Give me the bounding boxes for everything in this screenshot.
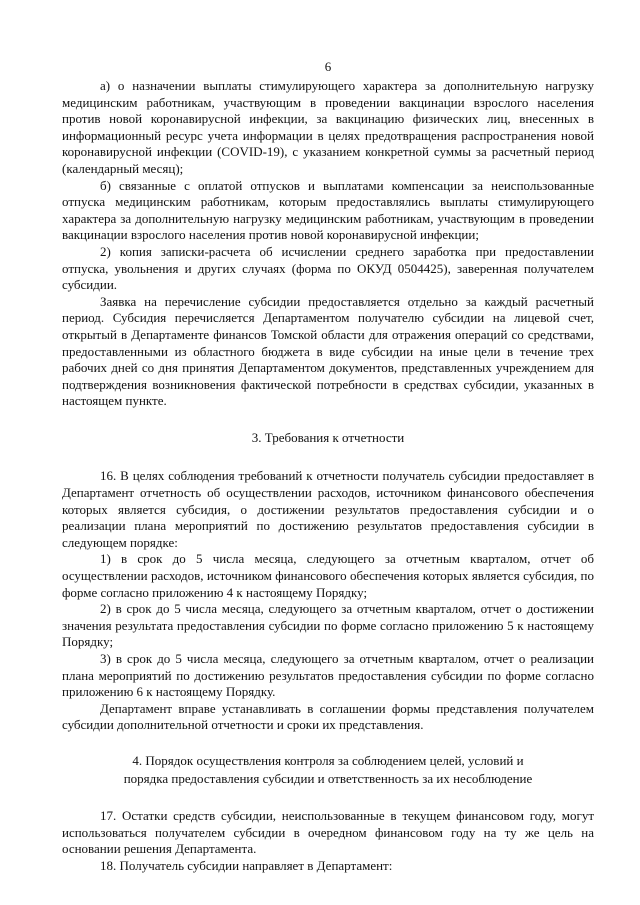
paragraph-a: а) о назначении выплаты стимулирующего характера за дополнительную нагрузку медицинским работникам, участвующим в проведении вакцинации взрослого населения против новой коронавирусной инфекции, за вакцинацию физических лиц, внесенных в информационный ресурс учета информации в целях предотвращения распространения новой коронавирусной инфекции (COVID-19), с указанием конкретной суммы за расчетный период (календарный месяц); xyxy=(62,78,594,176)
paragraph-2: 2) копия записки-расчета об исчислении среднего заработка при предоставлении отпуска, увольнения и других случаях (форма по ОКУД 0504425), заверенная получателем субсидии. xyxy=(62,243,594,293)
paragraph-16-item-2: 2) в срок до 5 числа месяца, следующего за отчетным кварталом, отчет о достижении значения результата предоставления субсидии по форме согласно приложению 5 к настоящему Порядку; xyxy=(62,601,594,650)
page-number: 6 xyxy=(324,59,332,74)
paragraph-16-item-1: 1) в срок до 5 числа месяца, следующего за отчетным кварталом, отчет об осуществлении расходов, источником финансового обеспечения которых является субсидия, по форме согласно приложению 4 к настоящему Порядку; xyxy=(62,551,594,600)
paragraph-department-right: Департамент вправе устанавливать в соглашении формы представления получателем субсидии дополнительной отчетности и сроки их представления. xyxy=(62,700,594,733)
paragraph-18: 18. Получатель субсидии направляет в Департамент: xyxy=(100,857,393,873)
paragraph-16: 16. В целях соблюдения требований к отчетности получатель субсидии предоставляет в Департамент отчетность об осуществлении расходов, источником финансового обеспечения которых является субсидия, о достижении результатов предоставления субсидии и о реализации плана мероприятий по достижению результатов предоставления субсидии в следующем порядке: xyxy=(62,468,594,550)
paragraph-b: б) связанные с оплатой отпусков и выплатами компенсации за неиспользованные отпуска медицинским работникам, которым предоставлялись выплаты стимулирующего характера за дополнительную нагрузку медицинским работникам, участвующим в проведении вакцинации взрослого населения против новой коронавирусной инфекции; xyxy=(62,177,594,243)
section-heading-3: 3. Требования к отчетности xyxy=(251,429,405,445)
section-heading-4-line1: 4. Порядок осуществления контроля за соблюдением целей, условий и xyxy=(132,752,524,768)
paragraph-request: Заявка на перечисление субсидии предоставляется отдельно за каждый расчетный период. Субсидия перечисляется Департаментом получателю субсидии на лицевой счет, открытый в Департаменте финансов Томской области для отражения операций со средствами, предоставленными из областного бюджета в виде субсидии на иные цели в течение трех рабочих дней со дня принятия Департаментом документов, представленных учреждением для подтверждения возникновения фактической потребности в средствах субсидии, указанных в настоящем пункте. xyxy=(62,293,594,409)
paragraph-17: 17. Остатки средств субсидии, неиспользованные в текущем финансовом году, могут использоваться получателем субсидии в очередном финансовом году на ту же цель на основании решения Департамента. xyxy=(62,807,594,857)
section-heading-4-line2: порядка предоставления субсидии и ответственность за их несоблюдение xyxy=(123,770,533,786)
document-page xyxy=(62,58,594,874)
section-heading-4 xyxy=(62,752,594,788)
paragraph-16-item-3: 3) в срок до 5 числа месяца, следующего за отчетным кварталом, отчет о реализации плана мероприятий по достижению результатов предоставления субсидии по форме согласно приложению 6 к настоящему Порядку. xyxy=(62,651,594,700)
